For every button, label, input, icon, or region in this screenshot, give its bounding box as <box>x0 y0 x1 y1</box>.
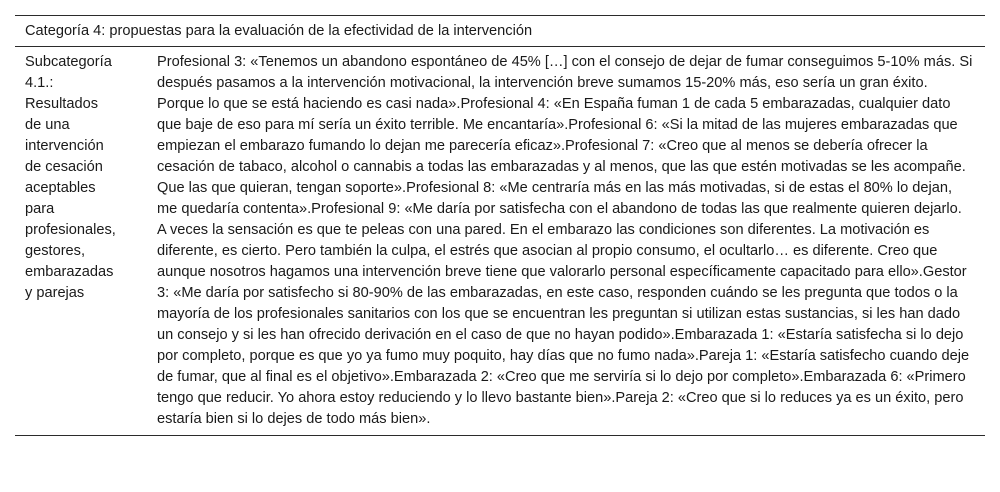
results-table-container <box>15 15 985 436</box>
quotes-cell: Profesional 3: «Tenemos un abandono espontáneo de 45% […] con el consejo de dejar de fumar conseguimos 5-10% más. Si después pasamos a la intervención motivacional, la intervención breve sumamos 15-20% más, eso sería un gran éxito. Porque lo que se está haciendo es casi nada».Profesional 4: «En España fuman 1 de cada 5 embarazadas, cualquier dato que baje de eso para mí sería un éxito terrible. Me encantaría».Profesional 6: «Si la mitad de las mujeres embarazadas que empiezan el embarazo fumando lo dejan me parecería eficaz».Profesional 7: «Creo que al menos se debería ofrecer la cesación de tabaco, alcohol o cannabis a todas las embarazadas y al menos, que las que estén motivadas se les acompañe. Que las que quieran, tengan soporte».Profesional 8: «Me centraría más en las más motivadas, si de estas el 80% lo dejan, me quedaría contenta».Profesional 9: «Me daría por satisfecha con el abandono de todas las que realmente quieren dejarlo. A veces la sensación es que te peleas con una pared. En el embarazo las condiciones son diferentes. La motivación es diferente, es cierto. Pero también la culpa, el estrés que asocian al propio consumo, el ocultarlo… es diferente. Creo que aunque nosotros hagamos una intervención breve tiene que valorarlo personal específicamente capacitado para ello».Gestor 3: «Me daría por satisfecho si 80-90% de las embarazadas, en este caso, responden cuándo se les pregunta que todos o la mayoría de los profesionales sanitarios con los que se encuentran les preguntan si utilizan estas sustancias, si les han dado un consejo y si les han ofrecido derivación en el caso de que no hayan podido».Embarazada 1: «Estaría satisfecha si lo dejo por completo, porque es que yo ya fumo muy poquito, hay días que no fumo nada».Pareja 1: «Estaría satisfecho cuando deje de fumar, que al final es el objetivo».Embarazada 2: «Creo que me serviría si lo dejo por completo».Embarazada 6: «Primero tengo que reducir. Yo ahora estoy reduciendo y lo llevo bastante bien».Pareja 2: «Creo que si lo reduces ya es un éxito, pero estaría bien si lo dejes de todo más bien». <box>147 47 985 436</box>
subcategory-cell: Subcategoría 4.1.: Resultados de una intervención de cesación aceptables para profesionales, gestores, embarazadas y parejas <box>15 47 147 436</box>
category-header: Categoría 4: propuestas para la evaluación de la efectividad de la intervención <box>15 16 985 47</box>
results-table <box>15 15 985 436</box>
table-row <box>15 47 985 436</box>
table-header-row <box>15 16 985 47</box>
